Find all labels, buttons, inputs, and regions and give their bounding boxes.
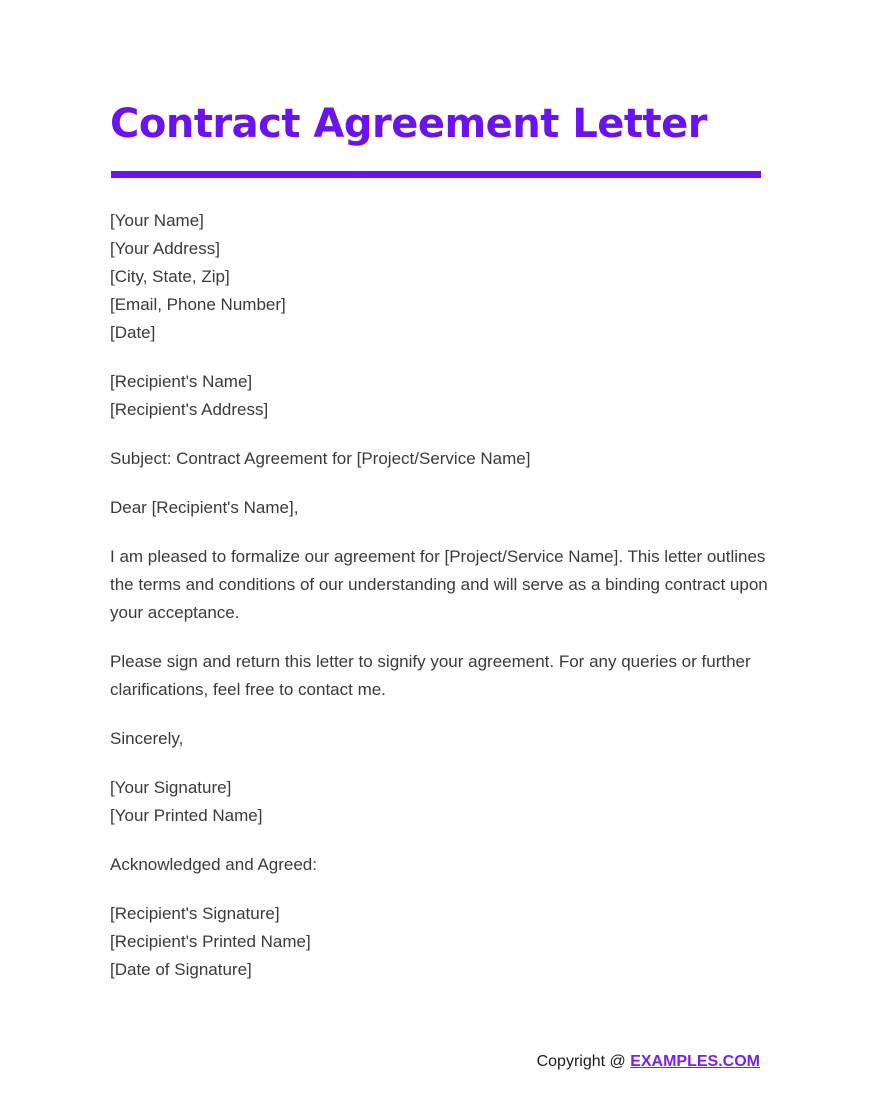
your-signature: [Your Signature] [110,778,232,797]
examples-link[interactable]: EXAMPLES.COM [630,1053,760,1070]
sender-address: [Your Address] [110,239,220,258]
recipient-printed-name: [Recipient's Printed Name] [110,932,311,951]
date-of-signature: [Date of Signature] [110,960,252,979]
paragraph-1 [110,543,770,627]
salutation [110,494,770,522]
document-title: Contract Agreement Letter [110,101,708,147]
recipient-address: [Recipient's Address] [110,400,269,419]
paragraph-2 [110,648,770,704]
recipient-signature-block [110,900,770,984]
paragraph-text: I am pleased to formalize our agreement for [Project/Service Name]. This letter outlines the terms and conditions of our understanding and will serve as a binding contract upon your acceptance. [110,547,768,622]
copyright-text: Copyright @ [536,1053,631,1070]
letter-body [110,207,770,1005]
closing [110,725,770,753]
title-divider [111,171,761,178]
sender-city: [City, State, Zip] [110,267,230,286]
salutation-text: Dear [Recipient's Name], [110,498,299,517]
sender-name: [Your Name] [110,211,204,230]
signature-block [110,774,770,830]
recipient-block [110,368,770,424]
footer-copyright [537,1053,760,1071]
acknowledgment-text: Acknowledged and Agreed: [110,855,317,874]
recipient-signature: [Recipient's Signature] [110,904,280,923]
subject-line [110,445,770,473]
subject-text: Subject: Contract Agreement for [Project/Service Name] [110,449,531,468]
sender-contact: [Email, Phone Number] [110,295,286,314]
sender-block [110,207,770,347]
sender-date: [Date] [110,323,156,342]
your-printed-name: [Your Printed Name] [110,806,263,825]
recipient-name: [Recipient's Name] [110,372,253,391]
paragraph-text: Please sign and return this letter to signify your agreement. For any queries or further clarifications, feel free to contact me. [110,652,751,699]
closing-text: Sincerely, [110,729,184,748]
acknowledgment [110,851,770,879]
